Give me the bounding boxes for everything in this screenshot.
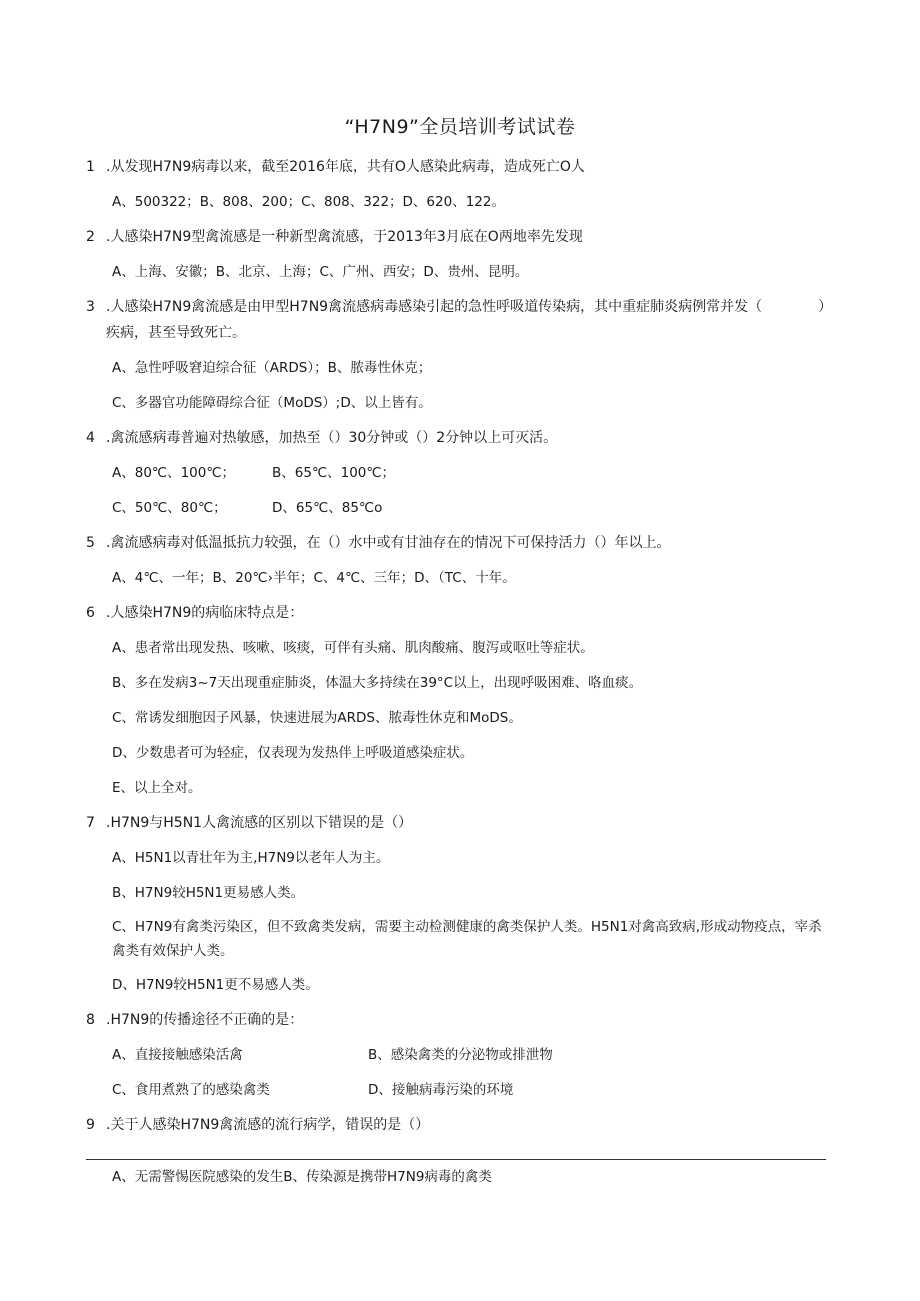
page-divider — [86, 1159, 826, 1160]
question-text: .人感染H7N9的病临床特点是： — [106, 605, 304, 621]
question-9 — [86, 1112, 826, 1138]
question-3-option-ab: A、急性呼吸窘迫综合征（ARDS）；B、脓毒性休克； — [112, 360, 432, 376]
question-7-option-c: C、H7N9有禽类污染区，但不致禽类发病，需要主动检测健康的禽类保护人类。H5N1对禽高致病,形成动物疫点，宰杀禽类有效保护人类。 — [112, 919, 822, 959]
option-a: A、直接接触感染活禽 — [112, 1047, 243, 1063]
question-7-option-b: B、H7N9较H5N1更易感人类。 — [112, 885, 305, 901]
question-number: 3 — [86, 299, 95, 315]
question-text: .人感染H7N9型禽流感是一种新型禽流感，于2013年3月底在O两地率先发现 — [106, 229, 583, 245]
question-7-option-d: D、H7N9较H5N1更不易感人类。 — [112, 977, 319, 993]
question-7 — [86, 810, 826, 836]
question-text: .禽流感病毒对低温抵抗力较强，在（）水中或有甘油存在的情况下可保持活力（）年以上。 — [106, 535, 671, 551]
question-6-option-c: C、常诱发细胞因子风暴，快速进展为ARDS、脓毒性休克和MoDS。 — [112, 710, 522, 726]
question-4 — [86, 425, 826, 451]
question-4-options-row-1 — [112, 460, 826, 486]
question-6 — [86, 600, 826, 626]
question-4-options-row-2 — [112, 495, 826, 521]
option-d: D、65℃、85℃o — [272, 500, 383, 516]
question-9-options: A、无需警惕医院感染的发生B、传染源是携带H7N9病毒的禽类 — [112, 1169, 492, 1185]
question-text: .关于人感染H7N9禽流感的流行病学，错误的是（） — [106, 1117, 430, 1133]
question-6-option-b: B、多在发病3~7天出现重症肺炎，体温大多持续在39°C以上，出现呼吸困难、咯血痰。 — [112, 675, 643, 691]
question-8 — [86, 1007, 826, 1033]
question-number: 2 — [86, 229, 95, 245]
option-b: B、65℃、100℃； — [272, 465, 396, 481]
question-3 — [86, 294, 826, 346]
question-number: 5 — [86, 535, 95, 551]
question-8-options-row-2 — [112, 1077, 826, 1103]
question-list — [86, 154, 826, 1147]
question-text: .H7N9的传播途径不正确的是： — [106, 1012, 304, 1028]
question-7-option-a: A、H5N1以青壮年为主,H7N9以老年人为主。 — [112, 850, 390, 866]
question-number: 6 — [86, 605, 95, 621]
question-5-options: A、4℃、一年；B、20℃›半年；C、4℃、三年；D、（TC、十年。 — [112, 570, 516, 586]
question-6-option-e: E、以上全对。 — [112, 780, 202, 796]
option-c: C、食用煮熟了的感染禽类 — [112, 1082, 270, 1098]
option-a: A、80℃、100℃； — [112, 465, 236, 481]
question-6-option-a: A、患者常出现发热、咳嗽、咳痰，可伴有头痛、肌肉酸痛、腹泻或呕吐等症状。 — [112, 640, 594, 656]
question-number: 4 — [86, 430, 95, 446]
question-number: 9 — [86, 1117, 95, 1133]
question-number: 1 — [86, 159, 95, 175]
question-text: .人感染H7N9禽流感是由甲型H7N9禽流感病毒感染引起的急性呼吸道传染病，其中重症肺炎病例常并发（ ）疾病，甚至导致死亡。 — [106, 299, 826, 341]
question-number: 8 — [86, 1012, 95, 1028]
question-text: .禽流感病毒普遍对热敏感，加热至（）30分钟或（）2分钟以上可灭活。 — [106, 430, 558, 446]
question-text: .H7N9与H5N1人禽流感的区别以下错误的是（） — [106, 815, 413, 831]
question-6-option-d: D、少数患者可为轻症，仅表现为发热伴上呼吸道感染症状。 — [112, 745, 474, 761]
question-number: 7 — [86, 815, 95, 831]
question-1 — [86, 154, 826, 180]
option-c: C、50℃、80℃； — [112, 500, 227, 516]
question-3-option-cd: C、多器官功能障碍综合征（MoDS）;D、以上皆有。 — [112, 395, 432, 411]
exam-title: “H7N9”全员培训考试试卷 — [344, 116, 576, 138]
option-b: B、感染禽类的分泌物或排泄物 — [368, 1047, 553, 1063]
question-2-options: A、上海、安徽；B、北京、上海；C、广州、西安；D、贵州、昆明。 — [112, 264, 529, 280]
option-d: D、接触病毒污染的环境 — [368, 1082, 514, 1098]
question-1-options: A、500322；B、808、200；C、808、322；D、620、122。 — [112, 194, 505, 210]
question-8-options-row-1 — [112, 1042, 826, 1068]
question-text: .从发现H7N9病毒以来，截至2016年底，共有O人感染此病毒，造成死亡O人 — [106, 159, 585, 175]
question-5 — [86, 530, 826, 556]
question-2 — [86, 224, 826, 250]
